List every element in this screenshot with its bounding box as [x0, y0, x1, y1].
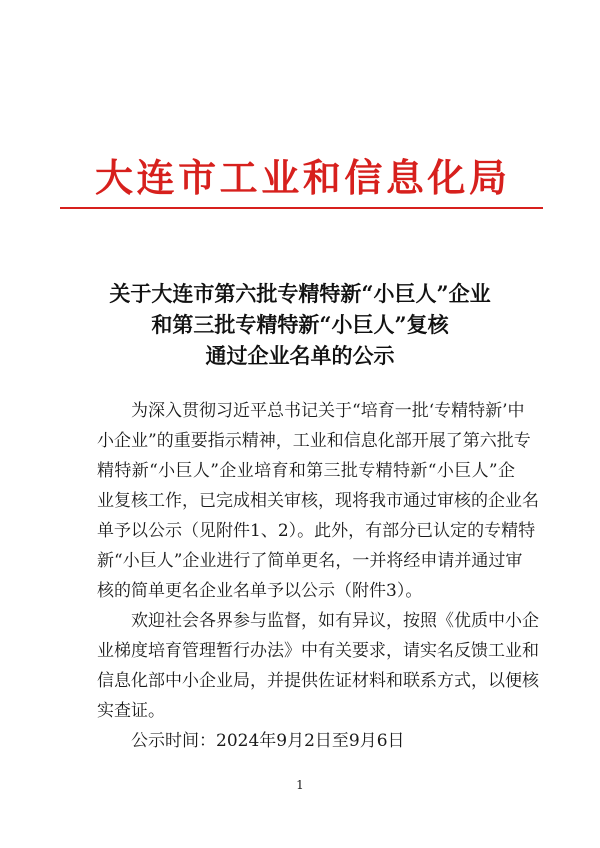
- text-line: 新“小巨人”企业进行了简单更名，一并将经申请并通过审: [97, 551, 523, 571]
- page-number: 1: [296, 778, 304, 792]
- title-line: 和第三批专精特新“小巨人”复核: [151, 312, 449, 337]
- text-line: 信息化部中小企业局，并提供佐证材料和联系方式，以便核: [97, 671, 539, 691]
- paragraph-2: [97, 606, 539, 726]
- text-line: 业梯度培育管理暂行办法》中有关要求，请实名反馈工业和: [97, 641, 539, 661]
- paragraph-1: [97, 396, 539, 606]
- text-line: 精特新“小巨人”企业培育和第三批专精特新“小巨人”企: [97, 461, 515, 481]
- issuing-organization-header: 大连市工业和信息化局: [95, 155, 507, 200]
- document-body: [97, 396, 539, 756]
- text-line: 为深入贯彻习近平总书记关于“培育一批‘专精特新’中: [131, 401, 525, 421]
- red-divider: [60, 207, 543, 209]
- text-line: 单予以公示（见附件1、2）。此外，有部分已认定的专精特: [97, 521, 536, 541]
- text-line: 业复核工作，已完成相关审核，现将我市通过审核的企业名: [97, 491, 539, 511]
- text-line: 核的简单更名企业名单予以公示（附件3）。: [97, 581, 423, 601]
- document-title: [0, 278, 600, 371]
- text-line: 欢迎社会各界参与监督，如有异议，按照《优质中小企: [131, 611, 539, 631]
- text-line: 实查证。: [97, 701, 165, 721]
- title-line: 关于大连市第六批专精特新“小巨人”企业: [109, 281, 491, 306]
- publicity-period: 公示时间：2024年9月2日至9月6日: [131, 731, 405, 751]
- text-line: 小企业”的重要指示精神，工业和信息化部开展了第六批专: [97, 431, 531, 451]
- title-line: 通过企业名单的公示: [205, 343, 395, 368]
